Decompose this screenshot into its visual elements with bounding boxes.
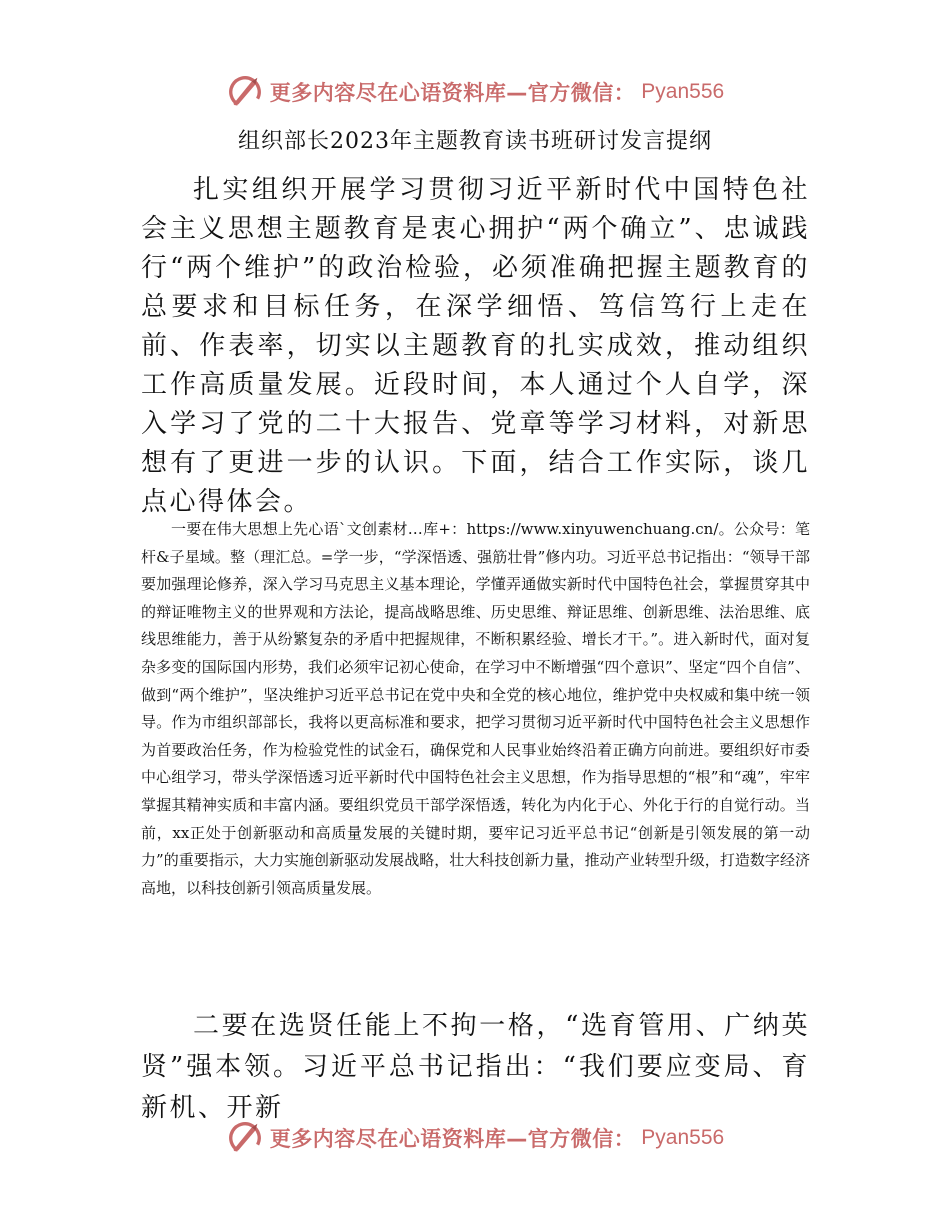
watermark-handle: Pyan556 bbox=[641, 80, 725, 103]
document-title: 组织部长2023年主题教育读书班研讨发言提纲 bbox=[238, 129, 712, 154]
intro-paragraph: 扎实组织开展学习贯彻习近平新时代中国特色社会主义思想主题教育是衷心拥护“两个确立”、忠诚践行“两个维护”的政治检验，必须准确把握主题教育的总要求和目标任务，在深学细悟、笃信笃行上走在前、作表率，切实以主题教育的扎实成效，推动组织工作高质量发展。近段时间，本人通过个人自学，深入学习了党的二十大报告、党章等学习材料，对新思想有了更进一步的认识。下面，结合工作实际，谈几点心得体会。 bbox=[141, 175, 810, 517]
watermark-text: 更多内容尽在心语资料库—官方微信： bbox=[269, 81, 636, 105]
quill-pen-logo-icon bbox=[226, 1119, 264, 1157]
watermark-handle: Pyan556 bbox=[641, 1126, 725, 1149]
watermark-banner-top bbox=[0, 72, 950, 112]
quill-pen-logo-icon bbox=[226, 73, 264, 111]
watermark-banner-bottom bbox=[0, 1118, 950, 1158]
section-one-paragraph: 一要在伟大思想上先心语`文创素材…库+：https://www.xinyuwenchuang.cn/。公众号：笔杆&子星域。整（理汇总。=学一步，“学深悟透、强筋壮骨”修内功。习近平总书记指出：“领导干部要加强理论修养，深入学习马克思主义基本理论，学懂弄通做实新时代中国特色社会，掌握贯穿其中的辩证唯物主义的世界观和方法论，提高战略思维、历史思维、辩证思维、创新思维、法治思维、底线思维能力，善于从纷繁复杂的矛盾中把握规律，不断积累经验、增长才干。”。进入新时代，面对复杂多变的国际国内形势，我们必须牢记初心使命，在学习中不断增强“四个意识”、坚定“四个自信”、做到“两个维护”，坚决维护习近平总书记在党中央和全党的核心地位，维护党中央权威和集中统一领导。作为市组织部部长，我将以更高标准和要求，把学习贯彻习近平新时代中国特色社会主义思想作为首要政治任务，作为检验党性的试金石，确保党和人民事业始终沿着正确方向前进。要组织好市委中心组学习，带头学深悟透习近平新时代中国特色社会主义思想，作为指导思想的“根”和“魂”，牢牢掌握其精神实质和丰富内涵。要组织党员干部学深悟透，转化为内化于心、外化于行的自觉行动。当前，xx正处于创新驱动和高质量发展的关键时期，要牢记习近平总书记“创新是引领发展的第一动力”的重要指示，大力实施创新驱动发展战略，壮大科技创新力量，推动产业转型升级，打造数字经济高地，以科技创新引领高质量发展。 bbox=[141, 520, 810, 897]
watermark-text: 更多内容尽在心语资料库—官方微信： bbox=[269, 1127, 636, 1151]
section-two-paragraph: 二要在选贤任能上不拘一格，“选育管用、广纳英贤”强本领。习近平总书记指出：“我们要应变局、育新机、开新 bbox=[141, 1011, 810, 1123]
